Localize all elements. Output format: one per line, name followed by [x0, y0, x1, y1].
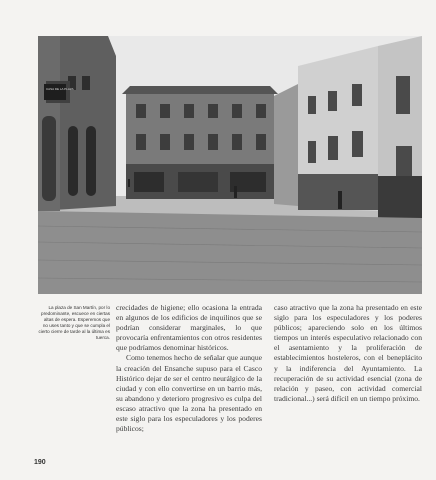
caption-text: La plaza de San Martín, por lo predominante, escuece en ciertas altas de espera. Esperemos que no uses tanto y que se cumpla el cierto cierre de tarde al la última es tuerca.	[38, 305, 110, 340]
column-1-paragraph-2: Como tenemos hecho de señalar que aunque la creación del Ensanche supuso para el Casco Histórico dejar de ser el centro neurálgico de la ciudad y con ello convertirse en un barrio más, su abandono y deterioro progresivo es culpa del escaso atractivo que la zona ha presentado en este siglo para los especuladores y los poderes públicos;	[116, 353, 262, 434]
plaza-photo-icon	[38, 36, 422, 294]
photo-caption	[38, 305, 110, 341]
column-1-paragraph-1: crecidades de higiene; ello ocasiona la entrada en algunos de los edificios de inquilinos que se podrían considerar marginales, lo que provocaría enfrentamientos con otros residentes que podríamos denominar históricos.	[116, 303, 262, 353]
column-2-paragraph-1: caso atractivo que la zona ha presentado en este siglo para los especuladores y los poderes públicos; apareciendo solo en los últimos tiempos un interés especulativo relacionado con el asentamiento y la proliferación de establecimientos hosteleros, con el beneplácito y la indiferencia del Ayuntamiento. La recuperación de su actividad esencial (zona de relación y paseo, con actividad comercial tradicional...) será difícil en un tiempo próximo.	[274, 303, 422, 403]
street-photo	[38, 36, 422, 294]
text-column-1	[116, 303, 262, 434]
photo-sign-text: CASA DE LA PLAZA	[46, 87, 74, 91]
page-number: 190	[34, 459, 46, 466]
text-column-2	[274, 303, 422, 404]
